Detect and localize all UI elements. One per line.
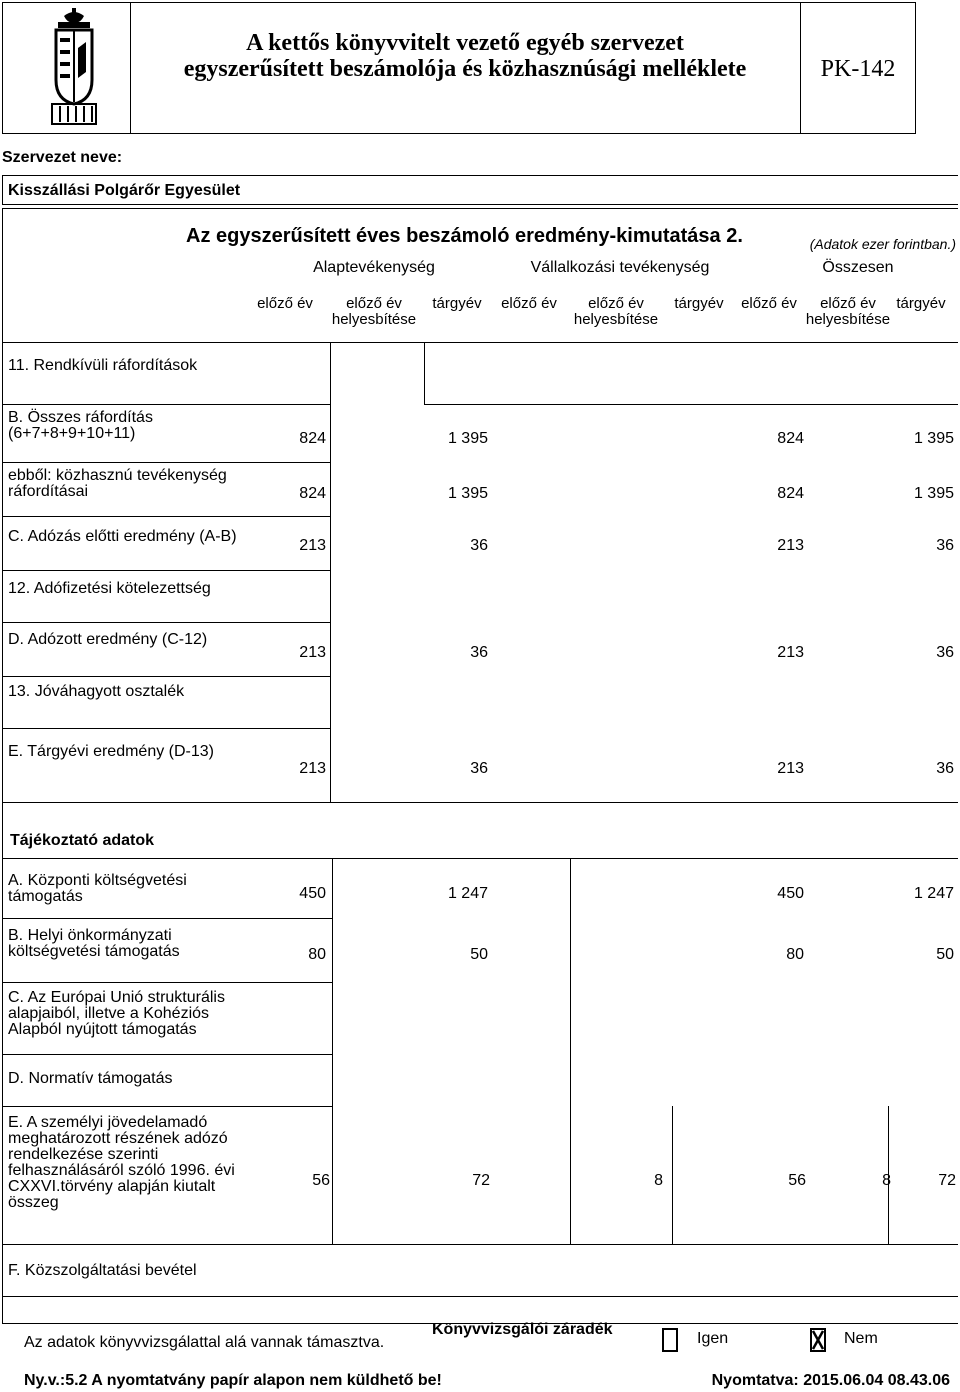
cell-value[interactable]: 72 (472, 1172, 490, 1189)
cell-value[interactable]: 1 395 (913, 430, 954, 447)
column-header: előző év helyesbítése (805, 295, 891, 328)
cell-value[interactable]: 50 (470, 946, 488, 963)
cell-value[interactable]: 36 (936, 644, 954, 661)
org-name-label: Szervezet neve: (2, 149, 123, 166)
row-label-kozhasznu-raforditasai: ebből: közhasznú tevékenység ráfordításai (8, 467, 227, 500)
report-title: Az egyszerűsített éves beszámoló eredmény-kimutatása 2. (186, 225, 743, 247)
cell-value[interactable]: 824 (777, 485, 804, 502)
checkmark-x-icon (812, 1330, 824, 1350)
cell-value[interactable]: 213 (777, 644, 804, 661)
row-label-jovahagyott-osztalek: 13. Jóváhagyott osztalék (8, 683, 185, 700)
column-header: előző év helyesbítése (573, 295, 659, 328)
column-header: előző év (741, 295, 797, 312)
cell-value[interactable]: 36 (470, 537, 488, 554)
cell-value[interactable]: 50 (936, 946, 954, 963)
column-header: tárgyév (674, 295, 724, 312)
cell-value[interactable]: 80 (786, 946, 804, 963)
info-label-kozponti-tamogatas: A. Központi költségvetési támogatás (8, 872, 187, 905)
row-label-adofizetesi-kotelezettseg: 12. Adófizetési kötelezettség (8, 580, 211, 597)
cell-value[interactable]: 450 (299, 885, 326, 902)
info-label-eu-tamogatas: C. Az Európai Unió strukturális alapjaiból, illetve a Kohéziós Alapból nyújtott támogatás (8, 989, 225, 1038)
audit-yes-checkbox[interactable] (662, 1328, 678, 1352)
cell-value[interactable]: 824 (299, 430, 326, 447)
cell-value[interactable]: 1 395 (913, 485, 954, 502)
cell-value[interactable]: 1 395 (447, 430, 488, 447)
form-title-line1: A kettős könyvvitelt vezető egyéb szervezet (246, 30, 684, 56)
group-header-alap: Alaptevékenység (313, 259, 435, 276)
audit-no-checkbox[interactable] (810, 1328, 826, 1352)
cell-value[interactable]: 450 (777, 885, 804, 902)
audit-statement: Az adatok könyvvizsgálattal alá vannak támasztva. (24, 1334, 385, 1351)
info-label-helyi-onkormanyzati: B. Helyi önkormányzati költségvetési támogatás (8, 927, 180, 960)
info-label-normativ-tamogatas: D. Normatív támogatás (8, 1070, 173, 1087)
footer-version-note: Ny.v.:5.2 A nyomtatvány papír alapon nem küldhető be! (24, 1372, 442, 1389)
cell-value[interactable]: 36 (470, 644, 488, 661)
cell-value[interactable]: 213 (299, 537, 326, 554)
cell-value[interactable]: 213 (777, 760, 804, 777)
cell-value[interactable]: 36 (936, 760, 954, 777)
row-label-adozott-eredmeny: D. Adózott eredmény (C-12) (8, 631, 208, 648)
info-label-kozszolgaltatasi-bevetel: F. Közszolgáltatási bevétel (8, 1262, 197, 1279)
form-title-line2: egyszerűsített beszámolója és közhasznúsági melléklete (183, 56, 747, 82)
audit-no-label: Nem (844, 1330, 878, 1347)
cell-value[interactable]: 36 (470, 760, 488, 777)
column-header: tárgyév (896, 295, 946, 312)
coat-of-arms-icon (50, 8, 98, 126)
cell-value[interactable]: 56 (312, 1172, 330, 1189)
cell-value[interactable]: 8 (882, 1172, 891, 1189)
form-code: PK-142 (820, 56, 896, 82)
info-section-title: Tájékoztató adatok (10, 832, 155, 849)
cell-value[interactable]: 1 247 (447, 885, 488, 902)
cell-value[interactable]: 824 (777, 430, 804, 447)
cell-value[interactable]: 72 (938, 1172, 956, 1189)
group-header-osszesen: Összesen (822, 259, 894, 276)
cell-value[interactable]: 1 247 (913, 885, 954, 902)
footer-print-timestamp: Nyomtatva: 2015.06.04 08.43.06 (711, 1372, 950, 1389)
row-label-adozas-elotti-eredmeny: C. Adózás előtti eredmény (A-B) (8, 528, 237, 545)
audit-title: Könyvvizsgálói záradék (432, 1321, 613, 1338)
info-label-szja-felajanlas: E. A személyi jövedelamadó meghatározott részének adózó rendelkezése szerinti felhasználásáról szóló 1996. évi CXXVI.törvény alapján kiutalt összeg (8, 1114, 235, 1211)
row-label-osszes-raforditas: B. Összes ráfordítás (6+7+8+9+10+11) (8, 409, 153, 442)
cell-value[interactable]: 1 395 (447, 485, 488, 502)
column-header: előző év (501, 295, 557, 312)
row-label-rendkivuli-raforditasok: 11. Rendkívüli ráfordítások (8, 357, 198, 374)
column-header: előző év (257, 295, 313, 312)
cell-value[interactable]: 36 (936, 537, 954, 554)
group-header-vallalkozasi: Vállalkozási tevékenység (530, 259, 710, 276)
column-header: előző év helyesbítése (331, 295, 417, 328)
audit-yes-label: Igen (697, 1330, 729, 1347)
org-name-value: Kisszállási Polgárőr Egyesület (8, 182, 241, 199)
row-label-targyevi-eredmeny: E. Tárgyévi eredmény (D-13) (8, 743, 214, 760)
cell-value[interactable]: 213 (299, 644, 326, 661)
cell-value[interactable]: 8 (654, 1172, 663, 1189)
column-header: tárgyév (432, 295, 482, 312)
cell-value[interactable]: 213 (777, 537, 804, 554)
cell-value[interactable]: 56 (788, 1172, 806, 1189)
cell-value[interactable]: 80 (308, 946, 326, 963)
cell-value[interactable]: 213 (299, 760, 326, 777)
units-note: (Adatok ezer forintban.) (809, 236, 956, 252)
cell-value[interactable]: 824 (299, 485, 326, 502)
